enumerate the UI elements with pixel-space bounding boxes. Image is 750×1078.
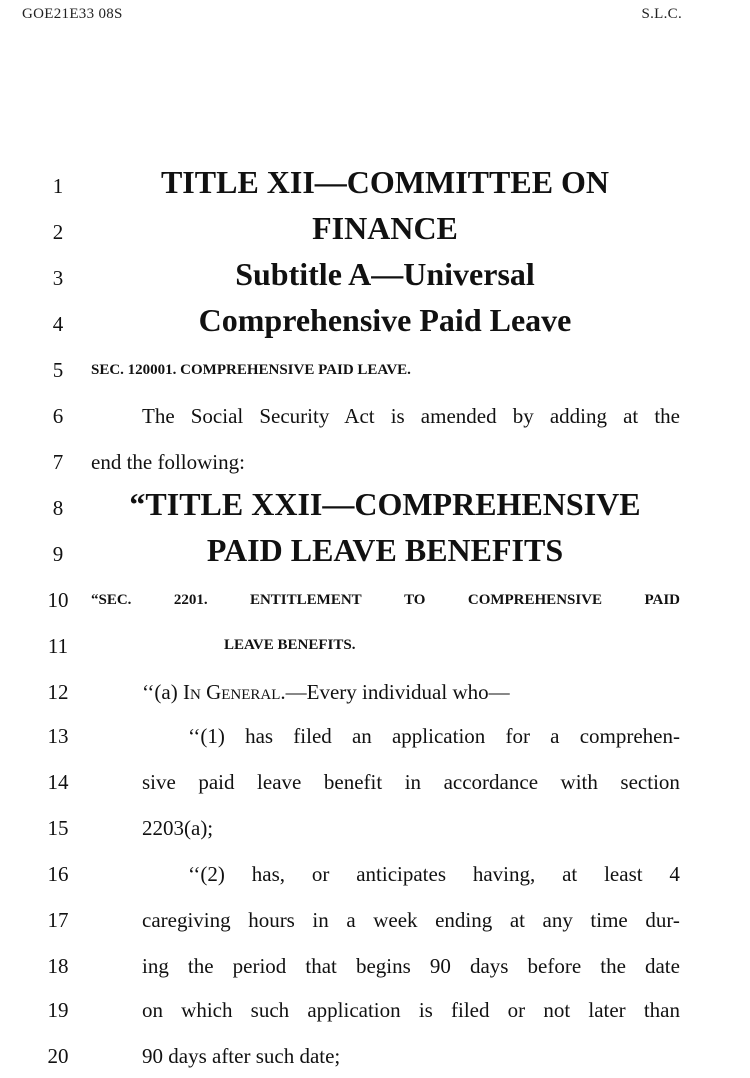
word: ‘‘(1)	[188, 724, 225, 748]
line-number: 11	[47, 634, 69, 658]
word: section	[620, 770, 680, 794]
new-title-heading-line-1: “TITLE XXII—COMPREHENSIVE	[129, 486, 641, 522]
line-number: 15	[47, 816, 69, 840]
word: hours	[248, 908, 295, 932]
word: period	[232, 954, 287, 978]
word: 2201.	[173, 592, 208, 608]
title-heading-line-1: TITLE XII—COMMITTEE ON	[160, 164, 610, 200]
word: with	[560, 770, 598, 794]
doc-id: GOE21E33 08S	[22, 6, 123, 22]
word: TO	[404, 592, 426, 608]
word: an	[351, 724, 372, 748]
word: having,	[472, 862, 536, 886]
body-text-line	[142, 404, 680, 429]
body-text-line: end the following:	[91, 450, 245, 474]
body-text: The Social Security Act is amended by adding at the	[142, 404, 680, 428]
word: “SEC.	[91, 592, 132, 608]
word: the	[600, 954, 626, 978]
word: caregiving	[142, 908, 231, 932]
new-section-heading	[91, 592, 680, 609]
word: later	[588, 998, 626, 1022]
word: or	[311, 862, 330, 886]
word: days	[469, 954, 509, 978]
word: COMPREHENSIVE	[467, 592, 603, 608]
line-number: 18	[47, 954, 69, 978]
title-heading-line-2: FINANCE	[312, 210, 458, 246]
word: than	[643, 998, 680, 1022]
subsection-caption: In General.	[183, 680, 286, 704]
word: PAID	[644, 592, 680, 608]
subsection-a-line	[142, 680, 510, 705]
line-number: 14	[47, 770, 69, 794]
section-heading: SEC. 120001. COMPREHENSIVE PAID LEAVE.	[91, 362, 411, 378]
word: has,	[251, 862, 286, 886]
word: comprehen-	[579, 724, 680, 748]
word: the	[187, 954, 214, 978]
line-number: 20	[47, 1044, 69, 1068]
paragraph-2-line	[188, 862, 680, 887]
word: which	[181, 998, 233, 1022]
word: benefit	[323, 770, 383, 794]
slc-mark: S.L.C.	[641, 6, 682, 22]
word: begins	[355, 954, 411, 978]
word: least	[604, 862, 643, 886]
word: ending	[435, 908, 493, 932]
paragraph-1-line: 2203(a);	[142, 816, 214, 840]
subtitle-heading-line-1: Subtitle A—Universal	[235, 256, 535, 292]
word: filed	[293, 724, 332, 748]
line-number: 6	[52, 404, 64, 428]
word: time	[590, 908, 628, 932]
line-number: 10	[47, 588, 69, 612]
quote-marker: ‘‘(a)	[142, 680, 183, 704]
line-number: 3	[52, 266, 64, 290]
paragraph-1-line	[188, 724, 680, 749]
line-number: 13	[47, 724, 69, 748]
word: paid	[198, 770, 235, 794]
word: not	[543, 998, 571, 1022]
new-title-heading-line-2: PAID LEAVE BENEFITS	[206, 532, 564, 568]
word: ENTITLEMENT	[249, 592, 362, 608]
new-section-heading-cont: LEAVE BENEFITS.	[224, 637, 356, 653]
word: that	[305, 954, 337, 978]
word: any	[542, 908, 573, 932]
paragraph-1-line	[142, 770, 680, 795]
line-number: 2	[52, 220, 64, 244]
paragraph-2-line	[142, 998, 680, 1023]
word: in	[312, 908, 329, 932]
word: week	[373, 908, 418, 932]
word: on	[142, 998, 163, 1022]
line-number: 8	[52, 496, 64, 520]
word: at	[562, 862, 578, 886]
word: at	[509, 908, 525, 932]
word: before	[527, 954, 582, 978]
subsection-text: —Every individual who—	[285, 680, 510, 704]
subtitle-heading-line-2: Comprehensive Paid Leave	[198, 302, 572, 338]
line-number: 9	[52, 542, 64, 566]
paragraph-2-line: 90 days after such date;	[142, 1044, 341, 1068]
word: for	[505, 724, 530, 748]
word: such	[250, 998, 290, 1022]
word: a	[550, 724, 560, 748]
line-number: 4	[52, 312, 64, 336]
word: date	[644, 954, 680, 978]
word: sive	[142, 770, 176, 794]
word: 90	[429, 954, 451, 978]
word: dur-	[645, 908, 680, 932]
paragraph-2-line	[142, 908, 680, 933]
line-number: 1	[52, 174, 64, 198]
word: accordance	[443, 770, 539, 794]
line-number: 17	[47, 908, 69, 932]
word: application	[391, 724, 486, 748]
word: has	[245, 724, 274, 748]
word: 4	[669, 862, 680, 886]
word: a	[346, 908, 356, 932]
word: application	[307, 998, 401, 1022]
word: in	[404, 770, 422, 794]
word: anticipates	[356, 862, 446, 886]
word: ‘‘(2)	[188, 862, 225, 886]
line-number: 5	[52, 358, 64, 382]
word: filed	[451, 998, 490, 1022]
paragraph-2-line	[142, 954, 680, 979]
word: or	[507, 998, 526, 1022]
line-number: 16	[47, 862, 69, 886]
line-number: 19	[47, 998, 69, 1022]
word: leave	[257, 770, 302, 794]
line-number: 12	[47, 680, 69, 704]
line-number: 7	[52, 450, 64, 474]
word: is	[418, 998, 433, 1022]
word: ing	[142, 954, 169, 978]
